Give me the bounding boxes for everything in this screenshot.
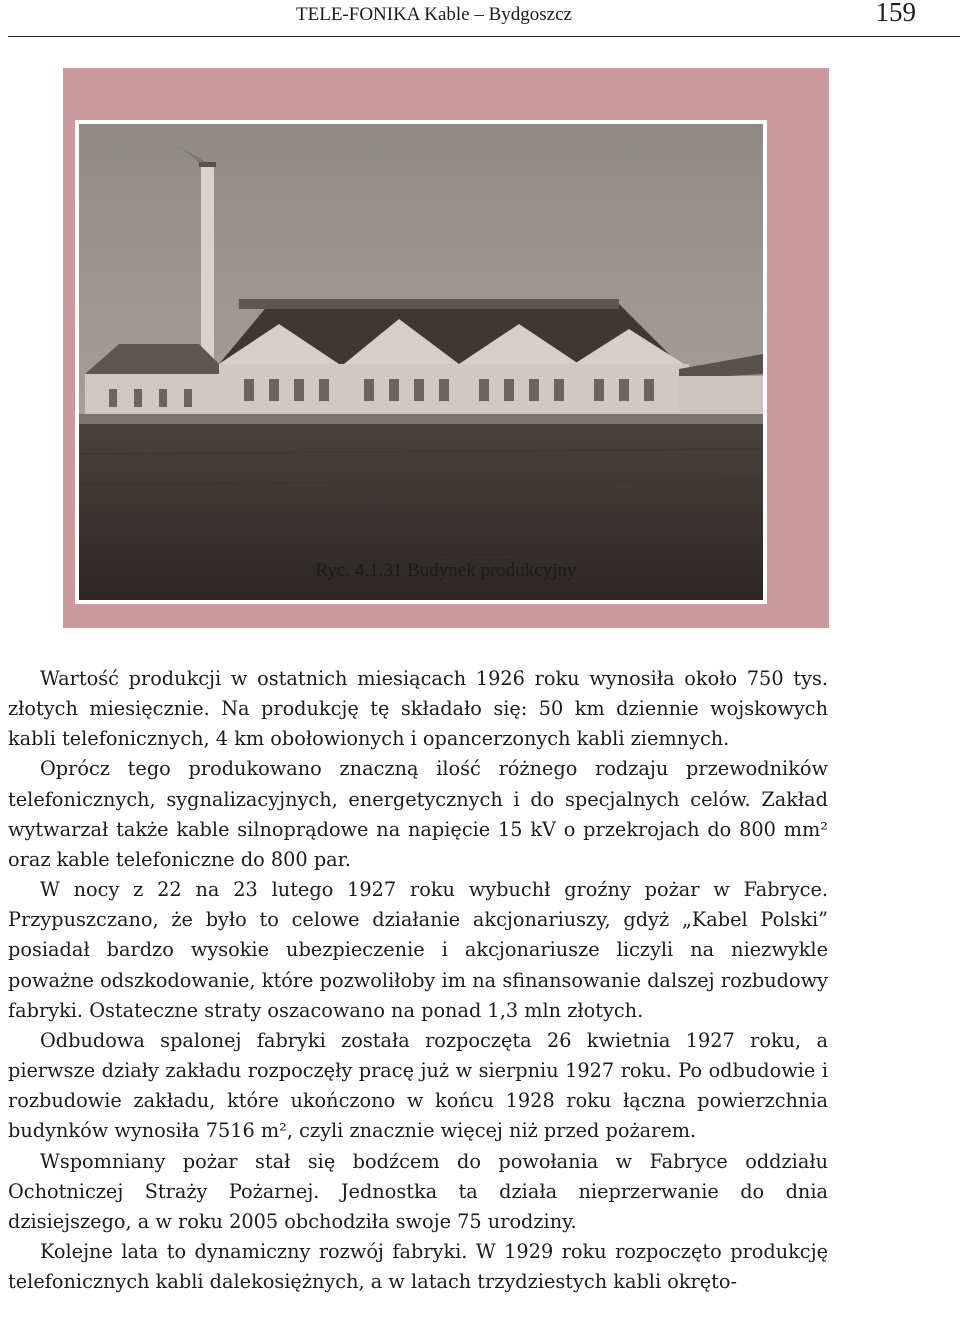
paragraph-6: Kolejne lata to dynamiczny rozwój fabryki. W 1929 roku rozpoczęto produkcję telefonicznych kabli dalekosiężnych, a w latach trzydziestych kabli okręto- <box>8 1239 828 1294</box>
paragraph-5: Wspomniany pożar stał się bodźcem do powołania w Fabryce oddziału Ochotniczej Straży Pożarnej. Jednostka ta działa nieprzerwanie do dnia dzisiejszego, a w roku 2005 obchodziła swoje 75 urodziny. <box>8 1149 828 1233</box>
paragraph-4: Odbudowa spalonej fabryki została rozpoczęta 26 kwietnia 1927 roku, a pierwsze działy zakładu rozpoczęły pracę już w sierpniu 1927 roku. Po odbudowie i rozbudowie zakładu, które ukończono w końcu 1928 roku łączna powierzchnia budynków wynosiła 7516 m², czyli znacznie więcej niż przed pożarem. <box>8 1028 828 1143</box>
figure <box>63 68 829 628</box>
figure-caption: Ryc. 4.1.31 Budynek produkcyjny <box>315 560 577 581</box>
paragraph-3: W nocy z 22 na 23 lutego 1927 roku wybuchł groźny pożar w Fabryce. Przypuszczano, że było to celowe działanie akcjonariuszy, gdyż „Kabel Polski” posiadał bardzo wysokie ubezpieczenie i akcjonariusze liczyli na niezwykle poważne odszkodowanie, które pozwoliłoby im na sfinansowanie dalszej rozbudowy fabryki. Ostateczne straty oszacowano na ponad 1,3 mln złotych. <box>8 878 828 1022</box>
paragraph-2: Oprócz tego produkowano znaczną ilość różnego rodzaju przewodników telefonicznych, sygnalizacyjnych, energetycznych i do specjalnych celów. Zakład wytwarzał także kable silnoprądowe na napięcie 15 kV o przekrojach do 800 mm² oraz kable telefoniczne do 800 par. <box>8 757 828 871</box>
factory-photo <box>75 120 767 604</box>
paragraph-1: Wartość produkcji w ostatnich miesiącach 1926 roku wynosiła około 750 tys. złotych miesięcznie. Na produkcję tę składało się: 50 km dziennie wojskowych kabli telefonicznych, 4 km obołowionych i opancerzonych kabli ziemnych. <box>8 667 828 751</box>
body-text <box>8 664 828 1297</box>
factory-photo-drawing <box>79 124 763 600</box>
page-header <box>8 0 960 37</box>
running-title: TELE-FONIKA Kable – Bydgoszcz <box>296 4 572 25</box>
page-number: 159 <box>875 0 916 27</box>
